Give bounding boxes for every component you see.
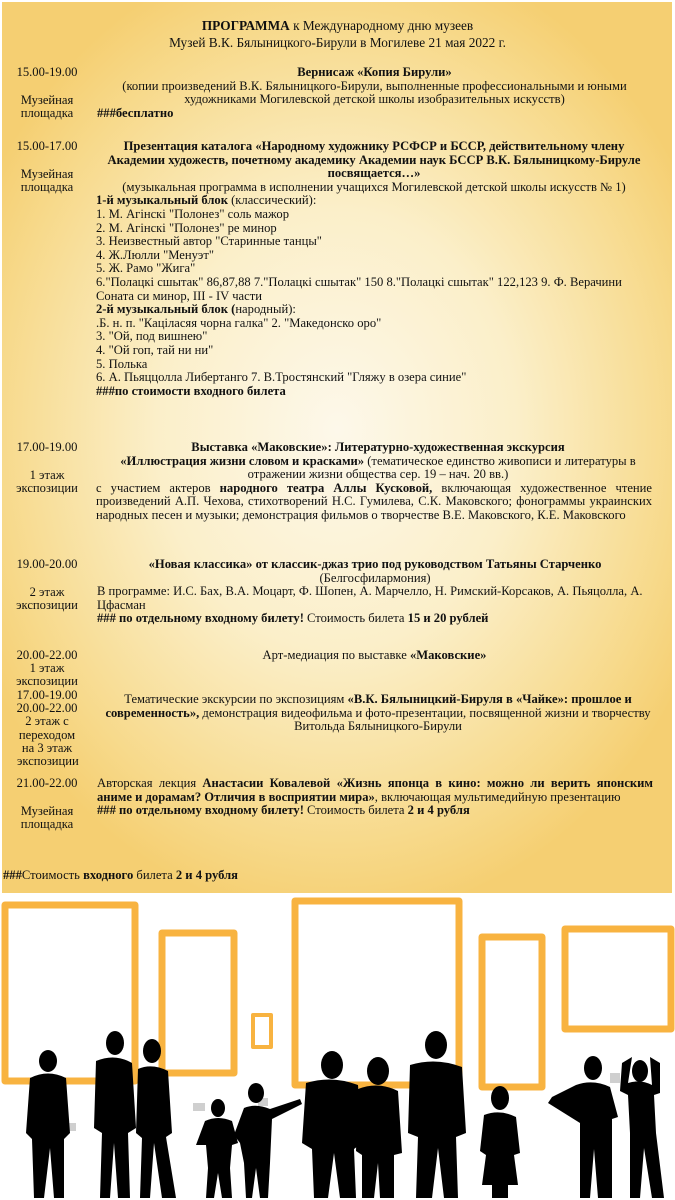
- music-item: 1. М. Агінскі "Полонез" соль мажор: [96, 206, 289, 221]
- music-item: 2. М. Агінскі "Полонез" ре минор: [96, 220, 277, 235]
- event-price: ###бесплатно: [97, 105, 174, 120]
- music-item: 6."Полацкі сшытак" 86,87,88 7."Полацкі сшытак" 150 8."Полацкі сшытак" 122,123 9. Ф. Верачини Соната си минор, III - IV части: [96, 274, 622, 303]
- silhouette-person: [620, 1057, 664, 1198]
- event-time: 20.00-22.00: [16, 648, 78, 662]
- music-item: 4. "Ой гоп, тай ни ни": [96, 342, 214, 357]
- music-item: .Б. н. п. "Каціласяя чорна галка" 2. "Македонско оро": [96, 315, 382, 330]
- silhouette-person: [136, 1039, 176, 1198]
- music-item: 4. Ж.Люлли "Менуэт": [96, 247, 214, 262]
- music-block-1: 1-й музыкальный блок (классический): 1. М. Агінскі "Полонез" соль мажор 2. М. Агінскі "Полонез" ре минор 3. Неизвестный автор "Старинные танцы" 4. Ж.Люлли "Менуэт" 5. Ж. Рамо "Жига" 6."Полацкі сшытак" 86,87,88 7."Полацкі сшытак" 150 8."Полацкі сшытак" 122,123 9. Ф. Верачини Соната си минор, III - IV части: [96, 194, 644, 303]
- event-time: 17.00-19.00: [16, 440, 78, 454]
- program-header: [0, 17, 675, 51]
- silhouette-person: [548, 1056, 618, 1198]
- header-line-1: ПРОГРАММА к Международному дню музеев: [201, 18, 474, 33]
- event-price: ### по отдельному входному билету! Стоимость билета 2 и 4 рубля: [97, 803, 470, 818]
- event-price: ###по стоимости входного билета: [96, 383, 286, 398]
- event-subtitle: «Иллюстрация жизни словом и красками» (тематическое единство живописи и литературы в отражении жизни общества сер. 19 – нач. 20 вв.): [120, 453, 636, 482]
- silhouette-person: [480, 1086, 520, 1198]
- event-place: Музейная площадка: [20, 166, 74, 195]
- event-price: ### по отдельному входному билету! Стоимость билета 15 и 20 рублей: [97, 611, 489, 626]
- event-title: Арт-медиация по выставке «Маковские»: [262, 648, 487, 662]
- event-place: 2 этаж экспозиции: [16, 584, 78, 613]
- picture-frame: [253, 1015, 271, 1047]
- music-block-2: 2-й музыкальный блок (народный): .Б. н. п. "Каціласяя чорна галка" 2. "Македонско оро" 3. "Ой, под вишнею" 4. "Ой гоп, тай ни ни" 5. Полька 6. А. Пьяццолла Либертанго 7. В.Тростянский "Гляжу в озера синие" ###по стоимости входного билета: [96, 303, 644, 398]
- event-description: (копии произведений В.К. Бялыницкого-Бирули, выполненные профессиональными и юными художниками Могилевской детской школы изобразительных искусств): [122, 78, 627, 107]
- event-title: Авторская лекция Анастасии Ковалевой «Жизнь японца в кино: можно ли верить японским аниме и дорамам? Отличия в восприятии мира», включающая мультимедийную презентацию: [97, 776, 653, 804]
- event-place: 1 этаж экспозиции: [16, 467, 78, 496]
- silhouette-person: [94, 1031, 136, 1198]
- event-description: В программе: И.С. Бах, В.А. Моцарт, Ф. Шопен, А. Марчелло, Н. Римский-Корсаков, А. Пьяцолла, А. Цфасман: [97, 584, 643, 612]
- picture-frame: [482, 937, 542, 1087]
- header-line-2: Музей В.К. Бялыницкого-Бирули в Могилеве 21 мая 2022 г.: [169, 35, 506, 50]
- event-title: Тематические экскурсии по экспозициям «В.К. Бялыницкий-Бируля в «Чайке»: прошлое и современность», демонстрация видеофильма и фото-презентации, посвященной жизни и творчеству Витольда Бялыницкого-Бирули: [105, 692, 651, 734]
- event-subtitle: (Белгосфилармония): [319, 570, 431, 585]
- music-item: 5. Ж. Рамо "Жига": [96, 261, 196, 276]
- event-place: Музейная площадка: [20, 92, 74, 121]
- event-place: 1 этаж экспозиции: [16, 661, 78, 688]
- museum-visitors-illustration: [0, 893, 675, 1200]
- event-title: Вернисаж «Копия Бирули»: [297, 65, 452, 79]
- event-time: 19.00-20.00: [16, 557, 78, 571]
- event-time-2: 20.00-22.00: [16, 701, 78, 716]
- music-item: 5. Полька: [96, 356, 148, 371]
- event-time: 15.00-17.00: [16, 139, 78, 153]
- event-time: 15.00-19.00: [16, 65, 78, 79]
- silhouette-person: [26, 1050, 70, 1198]
- ticket-price-note: ###Стоимость входного билета 2 и 4 рубля: [3, 868, 238, 882]
- picture-frame: [565, 929, 671, 1029]
- event-description: (музыкальная программа в исполнении учащихся Могилевской детской школы искусств № 1): [122, 179, 626, 194]
- event-title: Презентация каталога «Народному художнику РСФСР и БССР, действительному члену Академии художеств, почетному академику Академии наук БССР В.К. Бялыницкому-Бируле посвящается…»: [107, 139, 641, 181]
- silhouette-child: [196, 1099, 238, 1198]
- placard: [193, 1103, 205, 1111]
- event-place: 2 этаж с переходом на 3 этаж экспозиции: [17, 714, 79, 769]
- event-time: 17.00-19.00: [16, 688, 78, 702]
- silhouettes: [26, 1031, 664, 1198]
- event-description: с участием актеров народного театра Аллы Кусковой, включающая художественное чтение произведений А.П. Чехова, стихотворений Н.С. Гумилева, С.К. Маковского; фонограммы украинских народных песен и музыки; демонстрация фильмов о творчестве В.Е. Маковского, К.Е. Маковского: [96, 480, 652, 522]
- picture-frame: [162, 933, 234, 1073]
- silhouette-person: [356, 1057, 402, 1198]
- event-title: «Новая классика» от классик-джаз трио под руководством Татьяны Старченко: [148, 557, 602, 571]
- music-item: 3. Неизвестный автор "Старинные танцы": [96, 234, 322, 249]
- placard: [610, 1073, 620, 1083]
- event-place: Музейная площадка: [20, 803, 74, 832]
- event-time: 21.00-22.00: [16, 776, 78, 790]
- music-item: 6. А. Пьяццолла Либертанго 7. В.Тростянский "Гляжу в озера синие": [96, 370, 467, 385]
- silhouette-person: [302, 1051, 362, 1198]
- music-item: 3. "Ой, под вишнею": [96, 329, 208, 344]
- event-title: Выставка «Маковские»: Литературно-художественная экскурсия: [191, 440, 565, 454]
